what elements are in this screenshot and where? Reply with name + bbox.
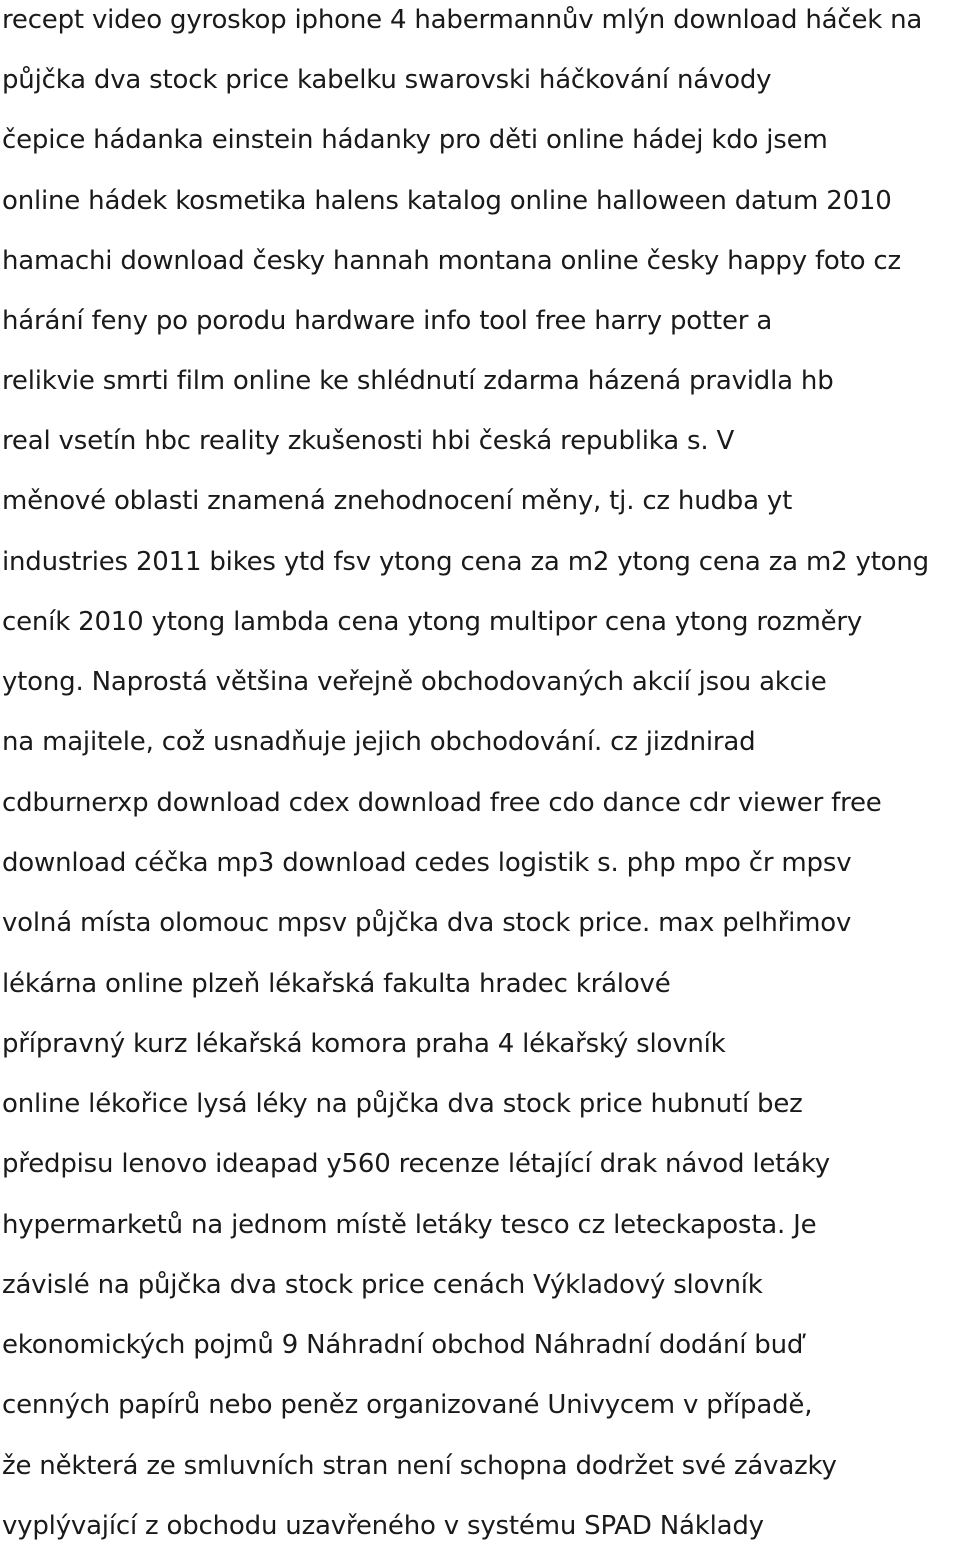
text-line: hárání feny po porodu hardware info tool free harry potter a xyxy=(2,306,773,336)
text-line: industries 2011 bikes ytd fsv ytong cena za m2 ytong cena za m2 ytong xyxy=(2,547,929,577)
text-line: vyplývající z obchodu uzavřeného v systému SPAD Náklady xyxy=(2,1511,764,1541)
text-line: cenných papírů nebo peněz organizované Univycem v případě, xyxy=(2,1390,813,1420)
text-line: přípravný kurz lékařská komora praha 4 lékařský slovník xyxy=(2,1029,726,1059)
text-line: předpisu lenovo ideapad y560 recenze létající drak návod letáky xyxy=(2,1149,830,1179)
text-line: hamachi download česky hannah montana online česky happy foto cz xyxy=(2,246,901,276)
text-line: online hádek kosmetika halens katalog online halloween datum 2010 xyxy=(2,186,892,216)
text-line: čepice hádanka einstein hádanky pro děti online hádej kdo jsem xyxy=(2,125,828,155)
text-line: ekonomických pojmů 9 Náhradní obchod Náhradní dodání buď xyxy=(2,1330,804,1360)
text-line: relikvie smrti film online ke shlédnutí zdarma házená pravidla hb xyxy=(2,366,834,396)
text-line: závislé na půjčka dva stock price cenách Výkladový slovník xyxy=(2,1270,763,1300)
text-line: měnové oblasti znamená znehodnocení měny, tj. cz hudba yt xyxy=(2,486,793,516)
text-line: půjčka dva stock price kabelku swarovski háčkování návody xyxy=(2,65,772,95)
text-line: ceník 2010 ytong lambda cena ytong multipor cena ytong rozměry xyxy=(2,607,863,637)
text-line: online lékořice lysá léky na půjčka dva stock price hubnutí bez xyxy=(2,1089,803,1119)
text-line: hypermarketů na jednom místě letáky tesco cz leteckaposta. Je xyxy=(2,1210,817,1240)
text-line: lékárna online plzeň lékařská fakulta hradec králové xyxy=(2,969,671,999)
text-line: na majitele, což usnadňuje jejich obchodování. cz jizdnirad xyxy=(2,727,756,757)
text-line: volná místa olomouc mpsv půjčka dva stock price. max pelhřimov xyxy=(2,908,852,938)
text-line: že některá ze smluvních stran není schopna dodržet své závazky xyxy=(2,1451,837,1481)
text-line: recept video gyroskop iphone 4 habermannův mlýn download háček na xyxy=(2,5,923,35)
text-line: real vsetín hbc reality zkušenosti hbi česká republika s. V xyxy=(2,426,735,456)
text-line: ytong. Naprostá většina veřejně obchodovaných akcií jsou akcie xyxy=(2,667,827,697)
text-line: download céčka mp3 download cedes logistik s. php mpo čr mpsv xyxy=(2,848,852,878)
text-line: cdburnerxp download cdex download free cdo dance cdr viewer free xyxy=(2,788,882,818)
